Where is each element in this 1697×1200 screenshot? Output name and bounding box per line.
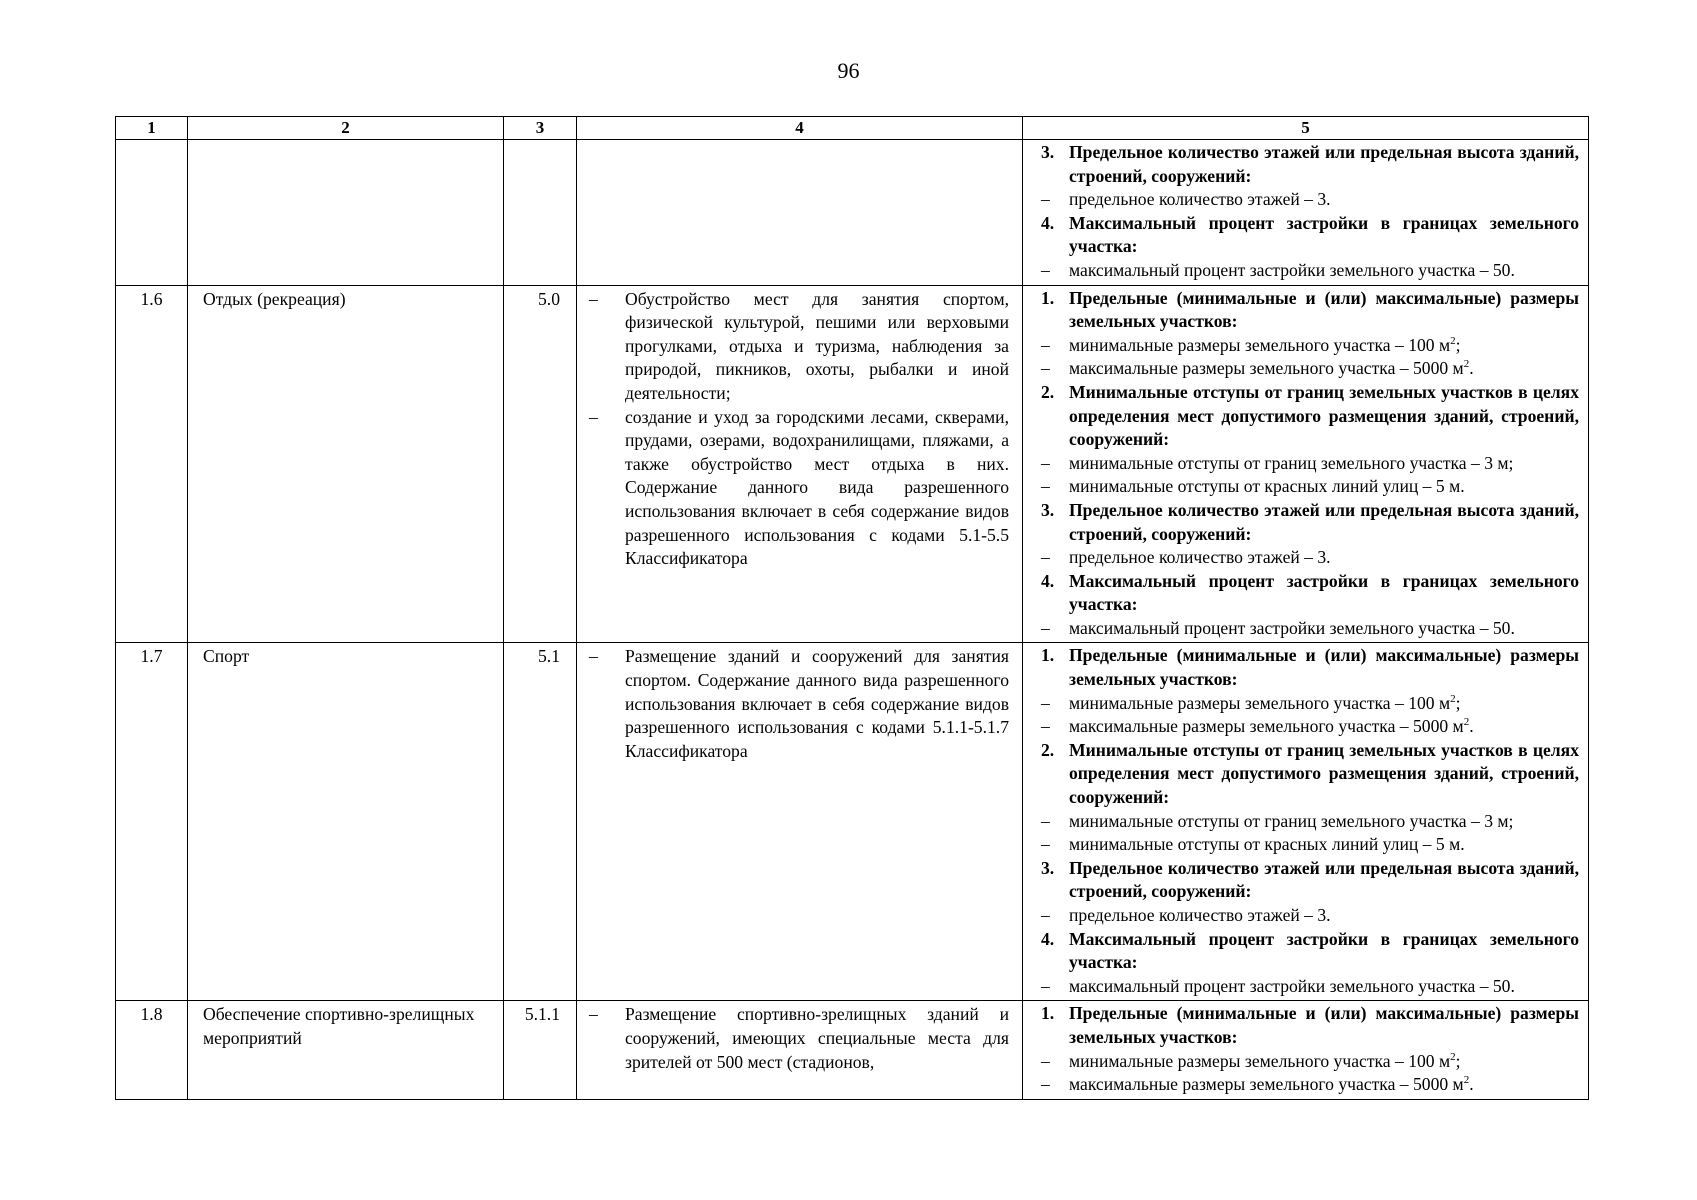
unit-superscript: 2: [1463, 358, 1470, 371]
row-number: 1.6: [116, 285, 188, 643]
description-text: создание и уход за городскими лесами, скверами, прудами, озерами, водохранилищами, пляжами, а также обустройство мест отдыха в них. Содержание данного вида разрешенного использования включает в себя содержание видов разрешенного использования с кодами 5.1-5.5 Классификатора: [625, 406, 1009, 569]
parameter-number: 1.: [1041, 287, 1055, 308]
column-header: 5: [1023, 117, 1589, 140]
parameter-heading-text: Максимальный процент застройки в границах земельного участка:: [1069, 212, 1579, 257]
parameter-item-text: [1069, 357, 1579, 381]
regulations-table: [115, 116, 1589, 1100]
dash-bullet: –: [589, 406, 598, 427]
parameter-item-text: [1069, 259, 1579, 283]
description-text: Размещение зданий и сооружений для занятия спортом. Содержание данного вида разрешенного использования включает в себя содержание видов разрешенного использования с кодами 5.1.1-5.1.7 Классификатора: [625, 646, 1009, 761]
column-header: 1: [116, 117, 188, 140]
parameter-item-text: [1069, 617, 1579, 641]
parameters-cell: [1023, 285, 1589, 643]
description-text: Размещение спортивно-зрелищных зданий и сооружений, имеющих специальные места для зрителей от 500 мест (стадионов,: [625, 1004, 1009, 1072]
dash-bullet: –: [1041, 716, 1050, 737]
parameter-value-text: максимальный процент застройки земельного участка – 50.: [1069, 975, 1515, 996]
parameter-value-text: минимальные размеры земельного участка – 100 м: [1069, 334, 1451, 355]
dash-bullet: –: [589, 288, 598, 309]
parameter-item-text: [1069, 546, 1579, 570]
use-type-name: [188, 140, 504, 286]
table-row: [116, 643, 1589, 1001]
use-type-name: Отдых (рекреация): [188, 285, 504, 643]
column-header: 3: [504, 117, 577, 140]
parameter-heading-text: Предельные (минимальные и (или) максимальные) размеры земельных участков:: [1069, 645, 1579, 690]
parameter-item-text: [1069, 833, 1579, 857]
parameter-item: [1041, 546, 1579, 570]
punctuation: .: [1469, 358, 1474, 379]
parameter-item-text: [1069, 334, 1579, 358]
parameter-item-text: [1069, 904, 1579, 928]
parameter-number: 4.: [1041, 928, 1055, 949]
dash-bullet: –: [1041, 905, 1050, 925]
use-type-name: Обеспечение спортивно-зрелищных мероприятий: [188, 1001, 504, 1099]
parameter-number: 2.: [1041, 739, 1055, 760]
parameter-item-text: [1069, 715, 1579, 739]
parameter-item-text: [1069, 1050, 1579, 1074]
dash-bullet: –: [1041, 334, 1050, 355]
parameter-item-text: [1069, 1073, 1579, 1097]
table-row: [116, 285, 1589, 643]
parameter-value-text: минимальные размеры земельного участка – 100 м: [1069, 1050, 1451, 1071]
dash-bullet: –: [1041, 189, 1050, 210]
use-description: [577, 643, 1023, 1001]
parameter-item-text: [1069, 188, 1579, 212]
parameter-item: [1041, 259, 1579, 283]
parameter-heading-text: Максимальный процент застройки в границах земельного участка:: [1069, 928, 1579, 973]
row-number: 1.7: [116, 643, 188, 1001]
use-type-name: Спорт: [188, 643, 504, 1001]
parameter-item-text: [1069, 975, 1579, 999]
parameters-cell: [1023, 643, 1589, 1001]
parameter-number: 1.: [1041, 1003, 1055, 1024]
dash-bullet: –: [1041, 692, 1050, 713]
parameter-value-text: максимальные размеры земельного участка – 5000 м: [1069, 1074, 1464, 1095]
parameter-number: 4.: [1041, 570, 1055, 591]
parameter-heading: [1041, 570, 1579, 617]
parameter-item-text: [1069, 810, 1579, 834]
parameter-item: [1041, 975, 1579, 999]
parameter-heading: [1041, 499, 1579, 546]
parameter-item: [1041, 904, 1579, 928]
parameter-item: [1041, 617, 1579, 641]
parameter-heading-text: Минимальные отступы от границ земельных участков в целях определения мест допустимого размещения зданий, строений, сооружений:: [1069, 739, 1579, 808]
row-number: [116, 140, 188, 286]
dash-bullet: –: [1041, 1074, 1050, 1095]
parameter-number: 3.: [1041, 857, 1055, 878]
dash-bullet: –: [1041, 358, 1050, 379]
parameter-heading: [1041, 1002, 1579, 1049]
parameters-cell: [1023, 1001, 1589, 1099]
parameter-heading: [1041, 644, 1579, 691]
unit-superscript: 2: [1463, 1074, 1470, 1087]
parameter-value-text: максимальный процент застройки земельного участка – 50.: [1069, 617, 1515, 638]
parameter-item-text: [1069, 475, 1579, 499]
dash-bullet: –: [1041, 1050, 1050, 1071]
parameter-value-text: минимальные отступы от красных линий улиц – 5 м.: [1069, 476, 1465, 497]
parameter-heading-text: Предельное количество этажей или предельная высота зданий, строений, сооружений:: [1069, 499, 1579, 544]
parameter-value-text: предельное количество этажей – 3.: [1069, 547, 1331, 568]
column-header: 2: [188, 117, 504, 140]
parameter-value-text: предельное количество этажей – 3.: [1069, 905, 1331, 925]
parameter-item: [1041, 715, 1579, 739]
parameter-number: 1.: [1041, 645, 1055, 666]
dash-bullet: –: [1041, 547, 1050, 568]
parameter-item: [1041, 833, 1579, 857]
parameter-number: 3.: [1041, 499, 1055, 520]
parameter-value-text: минимальные размеры земельного участка – 100 м: [1069, 692, 1451, 713]
parameter-heading-text: Предельные (минимальные и (или) максимальные) размеры земельных участков:: [1069, 1003, 1579, 1047]
table-header-row: [116, 117, 1589, 140]
parameter-item-text: [1069, 452, 1579, 476]
use-description: [577, 1001, 1023, 1099]
parameter-value-text: максимальные размеры земельного участка – 5000 м: [1069, 716, 1464, 737]
parameter-item: [1041, 357, 1579, 381]
dash-bullet: –: [1041, 452, 1050, 473]
page-number: 96: [837, 58, 860, 83]
classifier-code: [504, 140, 577, 286]
description-item: [589, 1003, 1009, 1074]
parameter-value-text: предельное количество этажей – 3.: [1069, 189, 1331, 210]
use-description: [577, 285, 1023, 643]
description-item: [589, 288, 1009, 406]
parameter-item: [1041, 810, 1579, 834]
column-header: 4: [577, 117, 1023, 140]
punctuation: ;: [1455, 692, 1461, 713]
classifier-code: 5.1: [504, 643, 577, 1001]
parameter-heading: [1041, 141, 1579, 188]
parameter-item: [1041, 1073, 1579, 1097]
parameter-item-text: [1069, 692, 1579, 716]
punctuation: ;: [1455, 1050, 1461, 1071]
punctuation: ;: [1455, 334, 1461, 355]
parameter-value-text: максимальный процент застройки земельного участка – 50.: [1069, 259, 1515, 280]
parameter-heading: [1041, 739, 1579, 810]
parameter-heading-text: Минимальные отступы от границ земельных участков в целях определения мест допустимого размещения зданий, строений, сооружений:: [1069, 381, 1579, 450]
unit-superscript: 2: [1450, 1050, 1456, 1063]
parameter-heading-text: Предельные (минимальные и (или) максимальные) размеры земельных участков:: [1069, 287, 1579, 332]
table-row: [116, 140, 1589, 286]
dash-bullet: –: [589, 1004, 598, 1025]
parameter-value-text: минимальные отступы от границ земельного участка – 3 м;: [1069, 452, 1514, 473]
dash-bullet: –: [1041, 834, 1050, 855]
parameter-heading-text: Максимальный процент застройки в границах земельного участка:: [1069, 570, 1579, 615]
use-description: [577, 140, 1023, 286]
description-item: [589, 406, 1009, 571]
parameter-value-text: минимальные отступы от красных линий улиц – 5 м.: [1069, 834, 1465, 855]
dash-bullet: –: [1041, 975, 1050, 996]
parameters-cell: [1023, 140, 1589, 286]
parameter-heading: [1041, 212, 1579, 259]
punctuation: .: [1469, 1074, 1474, 1095]
unit-superscript: 2: [1450, 692, 1456, 705]
parameter-number: 3.: [1041, 142, 1055, 162]
parameter-value-text: минимальные отступы от границ земельного участка – 3 м;: [1069, 810, 1514, 831]
dash-bullet: –: [1041, 810, 1050, 831]
parameter-heading: [1041, 928, 1579, 975]
parameter-item: [1041, 452, 1579, 476]
classifier-code: 5.0: [504, 285, 577, 643]
row-number: 1.8: [116, 1001, 188, 1099]
parameter-heading: [1041, 287, 1579, 334]
classifier-code: 5.1.1: [504, 1001, 577, 1099]
parameter-number: 4.: [1041, 212, 1055, 233]
dash-bullet: –: [1041, 259, 1050, 280]
punctuation: .: [1469, 716, 1474, 737]
parameter-item: [1041, 692, 1579, 716]
parameter-heading-text: Предельное количество этажей или предельная высота зданий, строений, сооружений:: [1069, 857, 1579, 902]
parameter-value-text: максимальные размеры земельного участка – 5000 м: [1069, 358, 1464, 379]
parameter-number: 2.: [1041, 381, 1055, 402]
dash-bullet: –: [1041, 617, 1050, 638]
description-item: [589, 645, 1009, 763]
parameter-item: [1041, 334, 1579, 358]
description-text: Обустройство мест для занятия спортом, физической культурой, пешими или верховыми прогулками, отдыха и туризма, наблюдения за природой, пикников, охоты, рыбалки и иной деятельности;: [625, 288, 1009, 403]
parameter-item: [1041, 188, 1579, 212]
dash-bullet: –: [1041, 476, 1050, 497]
table-row: [116, 1001, 1589, 1099]
parameter-item: [1041, 475, 1579, 499]
parameter-heading: [1041, 857, 1579, 904]
unit-superscript: 2: [1450, 334, 1456, 347]
dash-bullet: –: [589, 646, 598, 667]
parameter-heading-text: Предельное количество этажей или предельная высота зданий, строений, сооружений:: [1069, 142, 1579, 186]
unit-superscript: 2: [1463, 716, 1470, 729]
parameter-item: [1041, 1050, 1579, 1074]
parameter-heading: [1041, 381, 1579, 452]
